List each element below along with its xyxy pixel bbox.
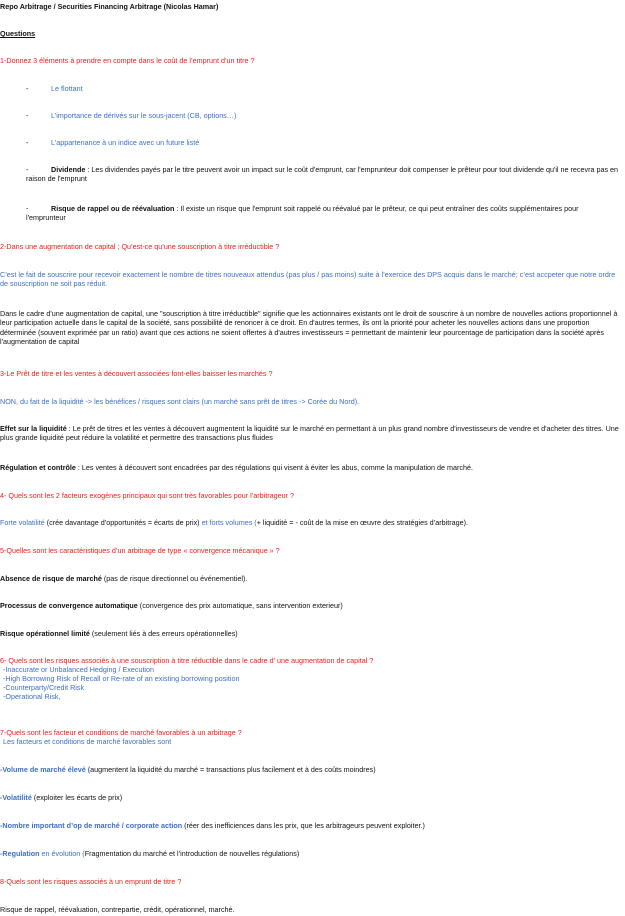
- question-8: 8-Quels sont les risques associés à un emprunt de titre ?: [0, 877, 182, 886]
- answer-2-blue: C’est le fait de souscrire pour recevoir exactement le nombre de titres nouveaux attendus (pas plus / pas moins) suite à l’exercice des DPS acquis dans le marché; c’est accpeter que notre ordre de souscription ne soit pas réduit.: [0, 270, 616, 289]
- question-4: 4- Quels sont les 2 facteurs exogènes principaux qui sont très favorables pour l’arbitrageur ?: [0, 491, 295, 500]
- answer-5-item: Processus de convergence automatique (convergence des prix automatique, sans intervention exterieur): [0, 601, 343, 610]
- answer-8: Risque de rappel, réévaluation, contrepartie, crédit, opérationnel, marché.: [0, 905, 235, 914]
- answer-3-regulation: Régulation et contrôle : Les ventes à découvert sont encadrées par des régulations qui visent à éviter les abus, comme la manipulation de marché.: [0, 463, 474, 472]
- list-item-recall: - Risque de rappel ou de réévaluation : Il existe un risque que l'emprunt soit rappelé ou réévalué par le prêteur, ce qui peut entraîner des coûts supplémentaires pour l'emprunteur: [26, 204, 579, 223]
- risk-item: -High Borrowing Risk of Recall or Re-rate of an existing borrowing position: [3, 674, 240, 683]
- list-item-dividend: - Dividende : Les dividendes payés par le titre peuvent avoir un impact sur le coût d'emprunt, car l'emprunteur doit compenser le prêteur pour tout dividende qu'il ne recevra pas en raison de l'emprunt: [26, 165, 619, 184]
- list-item: - L’appartenance à un indice avec un future listé: [26, 138, 200, 147]
- risk-item: -Inaccurate or Unbalanced Hedging / Execution: [3, 665, 155, 674]
- risk-item: -Operational Risk,: [3, 692, 61, 701]
- answer-4: Forte volatilité (crée davantage d’opportunités = écarts de prix) et forts volumes (+ liquidité = - coût de la mise en œuvre des stratégies d’arbitrage).: [0, 518, 469, 527]
- answer-7-regulation: -Regulation en évolution (Fragmentation du marché et l’introduction de nouvelles régulations): [0, 849, 300, 858]
- document-title: Repo Arbitrage / Securities Financing Arbitrage (Nicolas Hamar): [0, 2, 219, 11]
- answer-7-corporate: -Nombre important d’op de marché / corporate action (réer des inefficiences dans les prix, que les arbitrageurs peuvent exploiter.): [0, 821, 425, 830]
- question-2: 2-Dans une augmentation de capital ; Qu’est-ce qu’une souscription à titre irréductible ?: [0, 242, 280, 251]
- answer-7-volatility: -Volatilité (exploiter les écarts de prix): [0, 793, 123, 802]
- answer-2: Dans le cadre d'une augmentation de capital, une "souscription à titre irréductible" signifie que les actionnaires existants ont le droit de souscrire à un nombre de nouvelles actions proportionnel à leur participation actuelle dans le capital de la société, sans possibilité de renoncer à ce droit. En d'autres termes, ils ont la priorité pour acheter les nouvelles actions dans une proportion déterminée (souvent exprimée par un ratio) avant que ces actions ne soient offertes à d'autres investisseurs = permettant de maintenir leur pourcentage de participation dans la société après l'augmentation de capital: [0, 309, 618, 347]
- answer-3-blue: NON, du fait de la liquidité -> les bénéfices / risques sont clairs (un marché sans prêt de titres -> Corée du Nord).: [0, 397, 360, 406]
- question-1: 1-Donnez 3 éléments à prendre en compte dans le coût de l’emprunt d’un titre ?: [0, 56, 255, 65]
- answer-7-volume: -Volume de marché élevé (augmentent la liquidité du marché = transactions plus facilement et à des coûts moindres): [0, 765, 376, 774]
- question-3: 3-Le Prêt de titre et les ventes à découvert associées font-elles baisser les marchés ?: [0, 369, 273, 378]
- answer-5-item: Absence de risque de marché (pas de risque directionnel ou événementiel).: [0, 574, 248, 583]
- questions-heading: Questions: [0, 29, 36, 38]
- answer-5-item: Risque opérationnel limité (seulement liés à des erreurs opérationnelles): [0, 629, 238, 638]
- question-6: 6- Quels sont les risques associés à une souscription à titre réductible dans le cadre d’ une augmentation de capital ?: [0, 656, 374, 665]
- list-item: - Le flottant: [26, 84, 83, 93]
- question-5: 5-Quelles sont les caractéristiques d’un arbitrage de type « convergence mécanique » ?: [0, 546, 280, 555]
- list-item: - L’importance de dérivés sur le sous-jacent (CB, options…): [26, 111, 237, 120]
- answer-7-subtitle: Les facteurs et conditions de marché favorables sont: [3, 737, 172, 746]
- answer-3-liquidity: Effet sur la liquidité : Le prêt de titres et les ventes à découvert augmentent la liquidité sur le marché en permettant à un plus grand nombre d'investisseurs de vendre et d'acheter des titres. Une plus grande liquidité peut réduire la volatilité et permettre des transactions plus fluides: [0, 424, 619, 443]
- risk-item: -Counterparty/Credit Risk: [3, 683, 85, 692]
- question-7: 7-Quels sont les facteur et conditions de marché favorables à un arbitrage ?: [0, 728, 242, 737]
